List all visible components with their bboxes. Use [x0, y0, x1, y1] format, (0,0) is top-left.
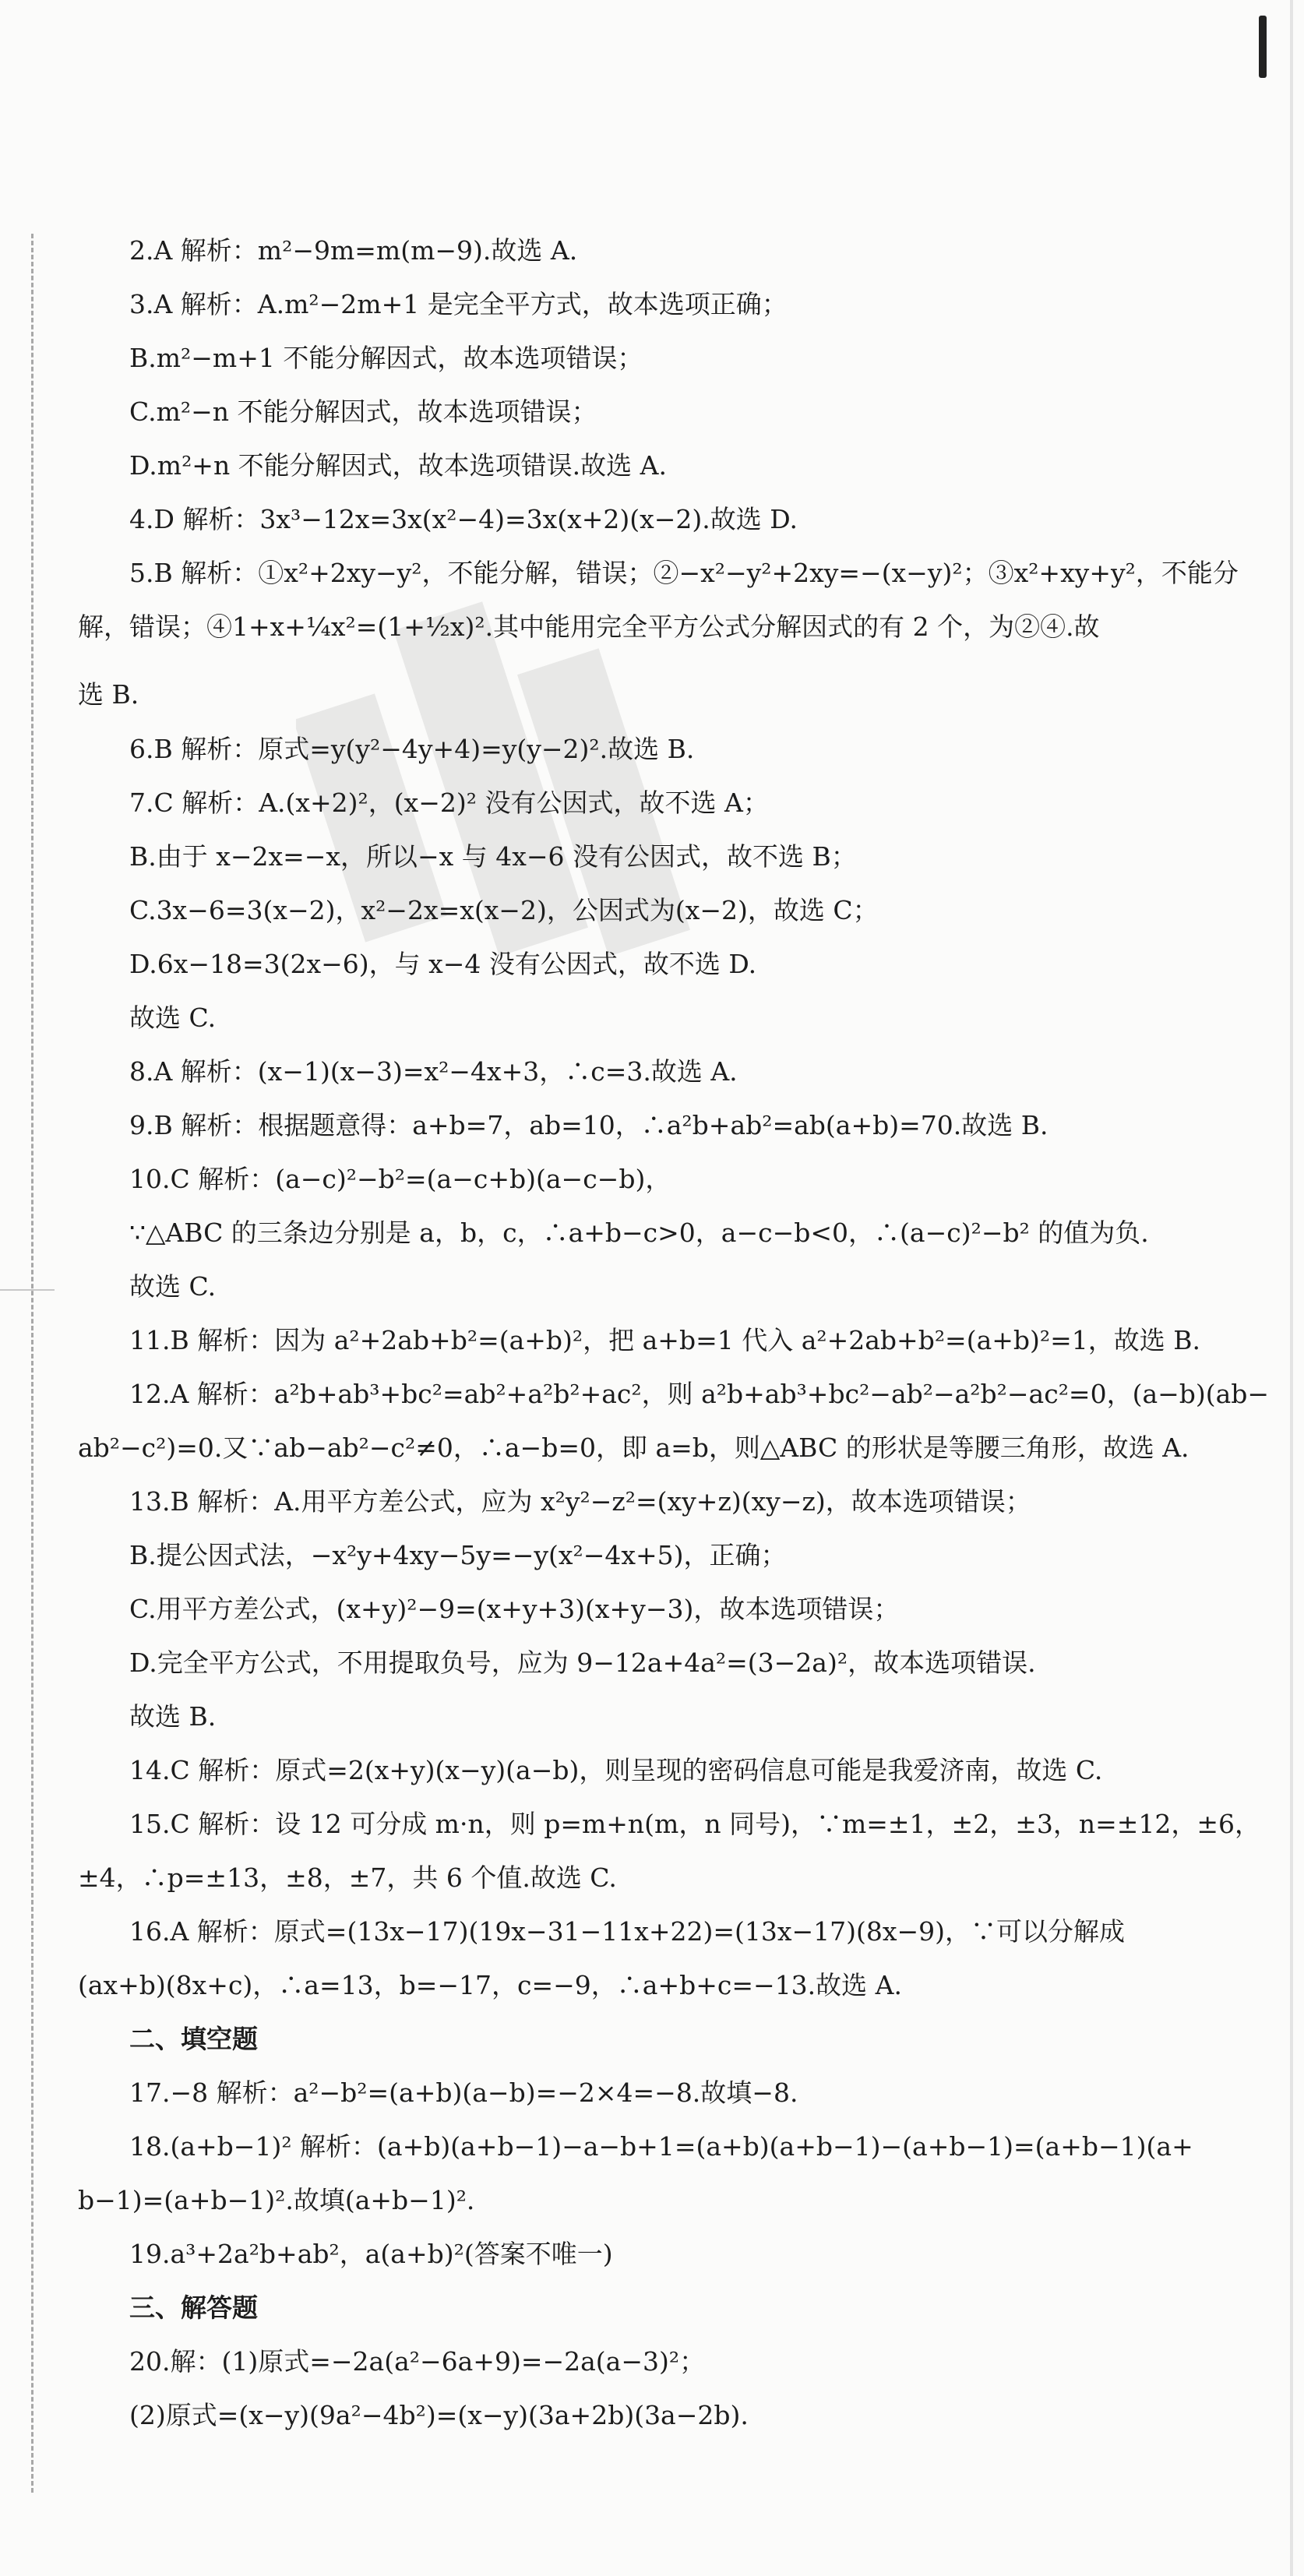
answer-line: ∵△ABC 的三条边分别是 a，b，c，∴a+b−c>0，a−c−b<0，∴(a−c)²−b² 的值为负. — [129, 1218, 1149, 1248]
section-heading: 二、填空题 — [129, 2024, 258, 2054]
binding-dashed-line — [31, 234, 33, 2493]
answer-line: 18.(a+b−1)² 解析：(a+b)(a+b−1)−a−b+1=(a+b)(a+b−1)−(a+b−1)=(a+b−1)(a+ — [129, 2131, 1193, 2162]
answer-line: D.m²+n 不能分解因式，故本选项错误.故选 A. — [129, 450, 667, 481]
answer-line: 解，错误；④1+x+¼x²=(1+½x)².其中能用完全平方公式分解因式的有 2 个，为②④.故 — [78, 611, 1100, 642]
answer-line: ab²−c²)=0.又∵ab−ab²−c²≠0，∴a−b=0，即 a=b，则△ABC 的形状是等腰三角形，故选 A. — [78, 1432, 1189, 1463]
answer-line: ±4，∴p=±13，±8，±7，共 6 个值.故选 C. — [78, 1862, 617, 1893]
answer-line: b−1)=(a+b−1)².故填(a+b−1)². — [78, 2185, 475, 2215]
answer-line: 14.C 解析：原式=2(x+y)(x−y)(a−b)，则呈现的密码信息可能是我爱济南，故选 C. — [129, 1755, 1103, 1785]
answer-line: 15.C 解析：设 12 可分成 m·n，则 p=m+n(m，n 同号)，∵m=±1，±2，±3，n=±12，±6， — [129, 1809, 1261, 1839]
scan-edge-mark — [1259, 16, 1267, 78]
answer-line: 11.B 解析：因为 a²+2ab+b²=(a+b)²，把 a+b=1 代入 a²+2ab+b²=(a+b)²=1，故选 B. — [129, 1325, 1201, 1355]
answer-line: 6.B 解析：原式=y(y²−4y+4)=y(y−2)².故选 B. — [129, 734, 695, 764]
answer-line: 7.C 解析：A.(x+2)²，(x−2)² 没有公因式，故不选 A； — [129, 788, 769, 818]
answer-line: 5.B 解析：①x²+2xy−y²，不能分解，错误；②−x²−y²+2xy=−(x−y)²；③x²+xy+y²，不能分 — [129, 558, 1239, 588]
answer-line: B.提公因式法，−x²y+4xy−5y=−y(x²−4x+5)，正确； — [129, 1540, 787, 1570]
answer-line: 10.C 解析：(a−c)²−b²=(a−c+b)(a−c−b)， — [129, 1164, 671, 1194]
answer-line: C.用平方差公式，(x+y)²−9=(x+y+3)(x+y−3)，故本选项错误； — [129, 1594, 900, 1624]
answer-line: 8.A 解析：(x−1)(x−3)=x²−4x+3，∴c=3.故选 A. — [129, 1056, 738, 1087]
answer-line: 故选 C. — [129, 1271, 217, 1302]
answer-line: 9.B 解析：根据题意得：a+b=7，ab=10，∴a²b+ab²=ab(a+b)=70.故选 B. — [129, 1110, 1048, 1140]
section-heading: 三、解答题 — [129, 2292, 258, 2323]
answer-line: 12.A 解析：a²b+ab³+bc²=ab²+a²b²+ac²，则 a²b+ab³+bc²−ab²−a²b²−ac²=0，(a−b)(ab− — [129, 1379, 1270, 1409]
answer-line: D.完全平方公式，不用提取负号，应为 9−12a+4a²=(3−2a)²，故本选项错误. — [129, 1647, 1036, 1678]
answer-line: 故选 C. — [129, 1003, 217, 1033]
answer-line: (2)原式=(x−y)(9a²−4b²)=(x−y)(3a+2b)(3a−2b). — [129, 2400, 749, 2430]
answer-line: 13.B 解析：A.用平方差公式，应为 x²y²−z²=(xy+z)(xy−z)，故本选项错误； — [129, 1486, 1031, 1517]
answer-line: 20.解：(1)原式=−2a(a²−6a+9)=−2a(a−3)²； — [129, 2346, 706, 2377]
answer-line: 3.A 解析：A.m²−2m+1 是完全平方式，故本选项正确； — [129, 289, 788, 319]
answer-line: 选 B. — [78, 679, 139, 710]
scan-edge-line — [1290, 0, 1293, 2576]
answer-line: D.6x−18=3(2x−6)，与 x−4 没有公因式，故不选 D. — [129, 949, 757, 979]
answer-line: (ax+b)(8x+c)，∴a=13，b=−17，c=−9，∴a+b+c=−13.故选 A. — [78, 1970, 902, 2000]
answer-line: 2.A 解析：m²−9m=m(m−9).故选 A. — [129, 235, 578, 266]
answer-line: 4.D 解析：3x³−12x=3x(x²−4)=3x(x+2)(x−2).故选 D. — [129, 504, 798, 534]
answer-line: B.由于 x−2x=−x，所以−x 与 4x−6 没有公因式，故不选 B； — [129, 841, 857, 872]
answer-line: C.m²−n 不能分解因式，故本选项错误； — [129, 396, 597, 427]
answer-line: B.m²−m+1 不能分解因式，故本选项错误； — [129, 343, 643, 373]
answer-line: 16.A 解析：原式=(13x−17)(19x−31−11x+22)=(13x−17)(8x−9)，∵可以分解成 — [129, 1916, 1125, 1947]
answer-line: C.3x−6=3(x−2)，x²−2x=x(x−2)，公因式为(x−2)，故选 C； — [129, 895, 879, 925]
binding-tick — [0, 1289, 55, 1291]
answer-line: 19.a³+2a²b+ab²，a(a+b)²(答案不唯一) — [129, 2239, 613, 2269]
answer-line: 17.−8 解析：a²−b²=(a+b)(a−b)=−2×4=−8.故填−8. — [129, 2077, 798, 2108]
answer-line: 故选 B. — [129, 1701, 217, 1732]
